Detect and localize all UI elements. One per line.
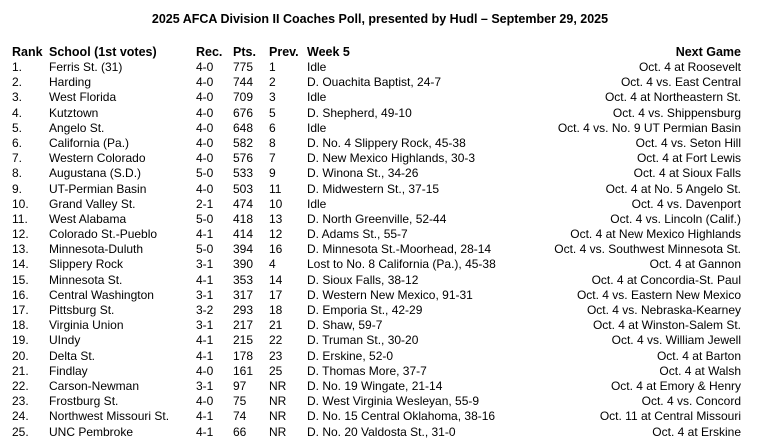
row-school: Minnesota-Duluth <box>49 242 144 257</box>
poll-table-body <box>0 60 760 440</box>
row-week-result: D. Shepherd, 49-10 <box>307 105 412 120</box>
row-school: West Florida <box>49 90 117 105</box>
row-previous: 16 <box>269 242 283 257</box>
row-school: Ferris St. (31) <box>49 60 123 74</box>
table-row <box>0 394 760 409</box>
row-week-result: D. Midwestern St., 37-15 <box>307 181 440 196</box>
row-previous: NR <box>269 378 287 393</box>
row-rank: 18. <box>12 318 29 333</box>
row-next-game: Oct. 4 at New Mexico Highlands <box>570 227 741 242</box>
row-rank: 11. <box>12 211 28 226</box>
row-week-result: D. Thomas More, 37-7 <box>307 363 427 378</box>
row-week-result: Idle <box>307 60 327 74</box>
row-points: 178 <box>233 348 254 363</box>
header-week: Week 5 <box>307 45 350 59</box>
row-record: 4-1 <box>196 333 214 348</box>
row-rank: 22. <box>12 378 29 393</box>
row-week-result: D. Erskine, 52-0 <box>307 348 394 363</box>
row-points: 390 <box>233 257 254 272</box>
row-record: 4-0 <box>196 105 214 120</box>
row-record: 3-1 <box>196 378 214 393</box>
row-previous: 17 <box>269 287 283 302</box>
row-record: 5-0 <box>196 211 214 226</box>
row-record: 4-0 <box>196 60 214 74</box>
row-previous: 10 <box>269 196 283 211</box>
row-next-game: Oct. 4 at Gannon <box>649 257 741 272</box>
row-school: Angelo St. <box>49 120 105 135</box>
row-points: 353 <box>233 272 254 287</box>
row-record: 4-0 <box>196 75 214 90</box>
row-previous: NR <box>269 394 287 409</box>
row-school: Virginia Union <box>49 318 124 333</box>
header-previous: Prev. <box>269 45 299 59</box>
row-next-game: Oct. 4 vs. Eastern New Mexico <box>576 287 741 302</box>
row-next-game: Oct. 4 vs. Concord <box>641 394 741 409</box>
row-rank: 4. <box>12 105 23 120</box>
row-school: Pittsburg St. <box>49 303 115 317</box>
row-rank: 14. <box>12 257 29 272</box>
header-rank: Rank <box>12 45 43 59</box>
row-week-result: D. North Greenville, 52-44 <box>307 211 447 226</box>
poll-title: 2025 AFCA Division II Coaches Poll, presented by Hudl – September 29, 2025 <box>151 12 609 26</box>
row-record: 4-1 <box>196 424 214 439</box>
row-points: 66 <box>233 424 247 439</box>
table-row <box>0 409 760 424</box>
row-school: Kutztown <box>49 105 99 120</box>
table-row <box>0 151 760 166</box>
row-previous: 11 <box>269 181 282 196</box>
row-record: 4-1 <box>196 227 214 242</box>
table-row <box>0 227 760 242</box>
row-previous: 6 <box>269 120 276 135</box>
row-previous: 25 <box>269 363 283 378</box>
table-row <box>0 197 760 212</box>
header-next-game: Next Game <box>675 45 741 59</box>
row-rank: 12. <box>12 227 29 242</box>
row-school: Carson-Newman <box>49 378 140 393</box>
row-record: 3-1 <box>196 257 214 272</box>
row-school: California (Pa.) <box>49 135 130 150</box>
table-row <box>0 75 760 90</box>
row-points: 293 <box>233 303 254 317</box>
table-header <box>0 45 760 60</box>
row-points: 215 <box>233 333 254 348</box>
row-points: 474 <box>233 196 254 211</box>
row-rank: 16. <box>12 287 29 302</box>
row-points: 582 <box>233 135 254 150</box>
row-record: 3-2 <box>196 303 214 317</box>
row-next-game: Oct. 4 at Fort Lewis <box>636 151 741 166</box>
row-week-result: D. New Mexico Highlands, 30-3 <box>307 151 476 166</box>
row-previous: 8 <box>269 135 276 150</box>
table-row <box>0 364 760 379</box>
row-rank: 23. <box>12 394 29 409</box>
row-points: 317 <box>233 287 254 302</box>
row-next-game: Oct. 4 vs. Nebraska-Kearney <box>586 303 741 317</box>
row-rank: 3. <box>12 90 23 105</box>
row-next-game: Oct. 4 vs. East Central <box>620 75 741 90</box>
row-week-result: D. Ouachita Baptist, 24-7 <box>307 75 442 90</box>
row-school: Augustana (S.D.) <box>49 166 142 181</box>
row-next-game: Oct. 4 at Sioux Falls <box>633 166 741 181</box>
table-row <box>0 106 760 121</box>
row-previous: NR <box>269 409 287 424</box>
row-points: 533 <box>233 166 254 181</box>
row-previous: 9 <box>269 166 276 181</box>
row-week-result: D. No. 4 Slippery Rock, 45-38 <box>307 135 466 150</box>
row-next-game: Oct. 4 at Winston-Salem St. <box>592 318 741 333</box>
row-record: 4-0 <box>196 120 214 135</box>
row-rank: 9. <box>12 181 23 196</box>
row-points: 217 <box>233 318 254 333</box>
row-school: UIndy <box>49 333 81 348</box>
row-points: 775 <box>233 60 254 74</box>
row-points: 648 <box>233 120 254 135</box>
row-points: 709 <box>233 90 254 105</box>
row-rank: 5. <box>12 120 23 135</box>
row-record: 3-1 <box>196 287 214 302</box>
row-next-game: Oct. 4 vs. Southwest Minnesota St. <box>554 242 741 257</box>
row-record: 2-1 <box>196 196 214 211</box>
row-rank: 10. <box>12 196 29 211</box>
table-row <box>0 257 760 272</box>
row-week-result: Idle <box>307 120 327 135</box>
row-points: 576 <box>233 151 254 166</box>
row-next-game: Oct. 4 at No. 5 Angelo St. <box>605 181 741 196</box>
row-record: 4-1 <box>196 348 214 363</box>
row-rank: 21. <box>12 363 29 378</box>
row-school: Northwest Missouri St. <box>49 409 170 424</box>
row-points: 75 <box>233 394 247 409</box>
row-school: Minnesota St. <box>49 272 123 287</box>
row-week-result: D. West Virginia Wesleyan, 55-9 <box>307 394 480 409</box>
table-row <box>0 182 760 197</box>
table-row <box>0 288 760 303</box>
table-row <box>0 425 760 440</box>
row-previous: NR <box>269 424 287 439</box>
row-next-game: Oct. 4 at Concordia-St. Paul <box>591 272 741 287</box>
table-row <box>0 349 760 364</box>
row-next-game: Oct. 4 vs. William Jewell <box>611 333 741 348</box>
table-row <box>0 242 760 257</box>
row-previous: 23 <box>269 348 283 363</box>
row-previous: 13 <box>269 211 283 226</box>
row-week-result: D. No. 19 Wingate, 21-14 <box>307 378 443 393</box>
row-record: 5-0 <box>196 166 214 181</box>
row-rank: 7. <box>12 151 23 166</box>
table-row <box>0 212 760 227</box>
table-row <box>0 166 760 181</box>
row-next-game: Oct. 4 at Barton <box>656 348 741 363</box>
row-record: 4-1 <box>196 272 214 287</box>
row-previous: 7 <box>269 151 276 166</box>
row-previous: 1 <box>269 60 276 74</box>
row-week-result: D. Shaw, 59-7 <box>307 318 383 333</box>
row-points: 394 <box>233 242 254 257</box>
row-points: 74 <box>233 409 247 424</box>
row-next-game: Oct. 4 vs. Lincoln (Calif.) <box>610 211 741 226</box>
row-previous: 3 <box>269 90 276 105</box>
row-rank: 2. <box>12 75 23 90</box>
row-school: UT-Permian Basin <box>49 181 147 196</box>
row-week-result: D. Sioux Falls, 38-12 <box>307 272 419 287</box>
row-previous: 22 <box>269 333 283 348</box>
row-previous: 21 <box>269 318 283 333</box>
row-week-result: D. Adams St., 55-7 <box>307 227 408 242</box>
row-week-result: D. No. 20 Valdosta St., 31-0 <box>307 424 456 439</box>
row-record: 4-0 <box>196 363 214 378</box>
row-previous: 4 <box>269 257 276 272</box>
table-row <box>0 303 760 318</box>
row-previous: 14 <box>269 272 283 287</box>
table-row <box>0 318 760 333</box>
row-week-result: D. Winona St., 34-26 <box>307 166 419 181</box>
row-rank: 19. <box>12 333 29 348</box>
row-record: 4-0 <box>196 181 214 196</box>
row-rank: 13. <box>12 242 29 257</box>
row-school: Western Colorado <box>49 151 146 166</box>
row-points: 161 <box>233 363 254 378</box>
row-rank: 24. <box>12 409 29 424</box>
row-points: 744 <box>233 75 254 90</box>
row-school: Central Washington <box>49 287 154 302</box>
table-row <box>0 136 760 151</box>
row-points: 97 <box>233 378 247 393</box>
row-week-result: D. Western New Mexico, 91-31 <box>307 287 473 302</box>
row-rank: 15. <box>12 272 29 287</box>
row-week-result: D. No. 15 Central Oklahoma, 38-16 <box>307 409 496 424</box>
row-record: 4-0 <box>196 135 214 150</box>
row-week-result: Idle <box>307 90 327 105</box>
row-next-game: Oct. 4 at Erskine <box>652 424 741 439</box>
row-next-game: Oct. 4 at Northeastern St. <box>604 90 741 105</box>
row-next-game: Oct. 4 at Walsh <box>659 363 741 378</box>
row-school: Slippery Rock <box>49 257 124 272</box>
table-row <box>0 60 760 75</box>
row-school: Grand Valley St. <box>49 196 136 211</box>
row-school: Frostburg St. <box>49 394 119 409</box>
row-previous: 5 <box>269 105 276 120</box>
row-week-result: D. Minnesota St.-Moorhead, 28-14 <box>307 242 492 257</box>
row-rank: 6. <box>12 135 23 150</box>
table-row <box>0 333 760 348</box>
row-rank: 17. <box>12 303 29 317</box>
row-previous: 12 <box>269 227 283 242</box>
row-next-game: Oct. 4 vs. No. 9 UT Permian Basin <box>557 120 741 135</box>
row-record: 5-0 <box>196 242 214 257</box>
table-row <box>0 273 760 288</box>
table-row <box>0 121 760 136</box>
row-next-game: Oct. 4 at Emory & Henry <box>610 378 741 393</box>
row-rank: 25. <box>12 424 29 439</box>
table-row <box>0 379 760 394</box>
row-record: 4-1 <box>196 409 214 424</box>
row-previous: 2 <box>269 75 276 90</box>
row-school: Colorado St.-Pueblo <box>49 227 158 242</box>
header-school: School (1st votes) <box>49 45 157 59</box>
row-rank: 20. <box>12 348 29 363</box>
row-next-game: Oct. 4 vs. Shippensburg <box>612 105 741 120</box>
row-record: 4-0 <box>196 394 214 409</box>
row-points: 503 <box>233 181 254 196</box>
row-rank: 1. <box>12 60 23 74</box>
header-record: Rec. <box>196 45 223 59</box>
row-next-game: Oct. 4 at Roosevelt <box>638 60 741 74</box>
header-points: Pts. <box>233 45 256 59</box>
row-points: 418 <box>233 211 254 226</box>
row-record: 3-1 <box>196 318 214 333</box>
row-school: UNC Pembroke <box>49 424 134 439</box>
row-points: 676 <box>233 105 254 120</box>
row-week-result: D. Truman St., 30-20 <box>307 333 419 348</box>
row-week-result: Lost to No. 8 California (Pa.), 45-38 <box>307 257 496 272</box>
row-record: 4-0 <box>196 151 214 166</box>
row-points: 414 <box>233 227 254 242</box>
row-next-game: Oct. 11 at Central Missouri <box>599 409 741 424</box>
row-next-game: Oct. 4 vs. Seton Hill <box>635 135 741 150</box>
row-school: Findlay <box>49 363 88 378</box>
row-next-game: Oct. 4 vs. Davenport <box>631 196 741 211</box>
row-previous: 18 <box>269 303 283 317</box>
row-record: 4-0 <box>196 90 214 105</box>
row-week-result: D. Emporia St., 42-29 <box>307 303 423 317</box>
table-row <box>0 90 760 105</box>
row-rank: 8. <box>12 166 23 181</box>
row-week-result: Idle <box>307 196 327 211</box>
row-school: Delta St. <box>49 348 96 363</box>
row-school: West Alabama <box>49 211 127 226</box>
row-school: Harding <box>49 75 92 90</box>
